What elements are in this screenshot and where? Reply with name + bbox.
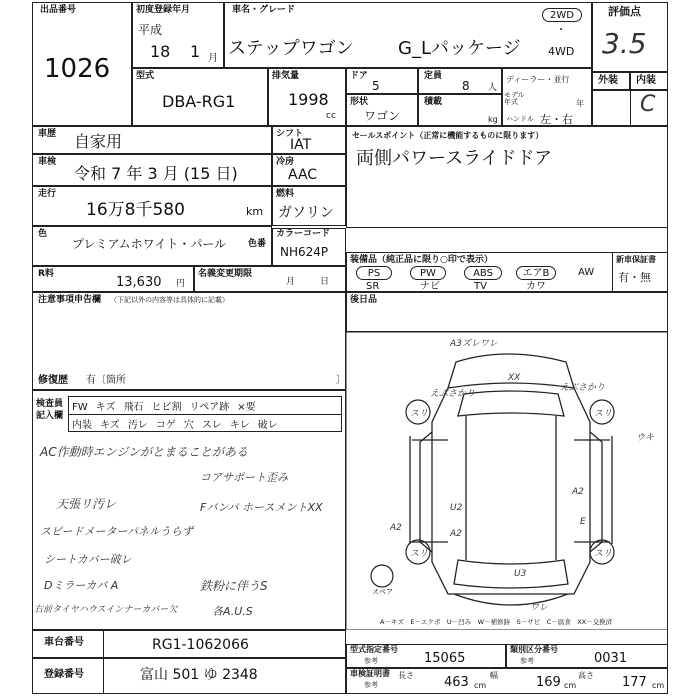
load-label: 積載 [424,97,443,107]
inspector-row-1 [72,398,264,413]
repair-close: 〕 [336,375,346,386]
mark-a2-center: A2 [450,529,462,539]
equip-sr: SR [366,281,380,292]
displacement-value: 1998 [288,90,329,109]
interior-grade: C [640,92,656,117]
era: 平成 [138,23,163,37]
inspector-row2-item-4: 穴 [183,420,194,431]
month-unit: 月 [208,53,218,64]
equipment-label: 装備品（純正品に限り○印で表示） [350,255,493,265]
grade-divider [630,90,631,126]
inspector-grid-divider [68,414,342,415]
height-unit: cm [652,681,665,690]
report-sub: （下記以外の内容等は具体的に記載） [110,296,229,304]
mileage-label: 走行 [38,189,57,199]
width-label: 幅 [490,671,498,680]
aircon-value: AAC [288,167,318,183]
reg-year: 18 [150,42,171,61]
doors-value: 5 [372,79,380,93]
mark-ukiu: ウキ [636,433,655,443]
comment-3: 天張リ汚レ [56,497,117,511]
inspector-row1-item-4: リペア跡 [189,402,230,413]
inspector-row2-item-6: キレ [229,420,250,431]
mark-scratch-fr: スリ [594,409,613,419]
grade: G_Lパッケージ [398,38,521,59]
comment-7: Dミラーカバ A [44,579,119,592]
kg-unit: kg [488,115,498,124]
equip-leather: カワ [526,281,546,292]
repair-value: 有〔箇所 [86,375,126,386]
equip-pw: PW [410,266,446,280]
equip-navi: ナビ [420,281,440,292]
handle-label: ハンドル [506,115,534,123]
model-year-label: モデル年式 [504,91,525,106]
mark-u3: U3 [514,569,527,579]
cert-label: 車検証明書 [350,669,390,678]
mark-scratch-rr: スリ [594,549,613,559]
mark-efs-right: えぶさかり [560,383,606,393]
capacity-value: 8 [462,79,470,93]
mark-u2: U2 [450,503,463,513]
report-box [32,292,346,390]
color-value: プレミアムホワイト・パール [72,237,227,251]
name-change-day: 日 [320,277,330,287]
shape-value: ワゴン [364,109,401,123]
drive-4wd: 4WD [548,45,575,58]
dimensions-box [346,668,668,694]
sales-point-value: 両側パワースライドドア [356,148,553,169]
score-value: 3.5 [602,27,647,60]
inspector-row1-item-3: ヒビ割 [151,402,182,413]
yen-unit: 円 [176,279,186,289]
shift-label: シフト [276,129,304,139]
comment-9: 右前タイヤハウスインナーカバー欠 [34,605,178,615]
inspector-row2-item-7: 破レ [257,420,278,431]
car-name: ステップワゴン [228,38,354,59]
warranty-label: 新車保証書 [616,255,656,264]
aircon-label: 冷房 [276,157,295,167]
first-reg-label: 初度登録年月 [136,5,191,15]
recycle-box [32,266,194,292]
inspector-row1-item-0: FW [72,402,88,413]
mark-a2-left: A2 [390,523,402,533]
displacement-label: 排気量 [272,71,300,81]
chassis-label: 車台番号 [44,637,84,648]
score-label: 評価点 [608,5,641,18]
mileage-value: 16万8千580 [86,200,185,220]
handle-value: 左・右 [540,113,573,126]
mark-efs-left: えぶさかり [430,389,476,399]
mark-scratch-rl: スリ [410,549,429,559]
model-label: 型式 [136,71,155,81]
sales-point-box [346,126,668,228]
warranty-value: 有・無 [618,271,651,284]
comment-10: 各A.U.S [212,605,253,618]
drive-dot: ・ [556,25,566,36]
recycle-value: 13,630 [116,275,162,290]
mark-scratch-fl: スリ [410,409,429,419]
comment-1: AC作動時エンジンがとまることがある [40,445,248,459]
type-no-value: 15065 [424,651,466,666]
delivery-box [346,292,668,332]
sales-point-label: セールスポイント（正常に機能するものに限ります） [352,131,544,140]
mark-crack: ワレ [530,603,549,613]
doors-label: ドア [350,71,368,81]
km-unit: km [246,205,264,218]
reg-month: 1 [190,42,201,61]
inspector-row2-item-0: 内装 [72,420,92,431]
shape-label: 形状 [350,97,369,107]
lot-label: 出品番号 [40,5,77,15]
spare-label: スペア [372,588,393,596]
interior-label: 内装 [636,75,656,86]
equip-aw: AW [578,267,595,278]
inspector-row2-item-1: キズ [100,420,120,431]
mark-a3: A3ズレワレ [450,339,498,349]
type-no-label: 型式指定番号 [350,645,398,654]
shift-value: IAT [290,137,312,153]
year-unit: 年 [576,99,584,108]
model-value: DBA-RG1 [162,92,236,111]
history-box [32,126,272,154]
damage-legend: A－キズ E－エクボ U－凹み W－補修跡 S－サビ C－腐食 XX－交換済 [380,618,613,626]
mark-xx: XX [508,373,521,383]
comment-5: スピードメーターパネルうらず [40,525,193,538]
height-value: 177 [622,675,647,690]
lot-number: 1026 [44,54,111,84]
inspection-value: 令和 7 年 3 月 (15 日) [74,164,238,183]
recycle-label: R料 [38,269,54,279]
class-no-label: 類別区分番号 [510,645,558,654]
length-label: 長さ [398,671,414,680]
name-change-month: 月 [286,277,296,287]
inspector-row2-item-5: スレ [201,420,222,431]
history-label: 車歴 [38,129,57,139]
dim-ref: 参考 [364,681,378,689]
capacity-unit: 人 [488,83,498,93]
fuel-label: 燃料 [276,189,295,199]
width-unit: cm [564,681,577,690]
length-unit: cm [474,681,487,690]
comment-4: Fバンパ ホースメントXX [200,501,323,514]
equip-airbag: エアB [516,266,556,280]
class-no-ref: 参考 [520,657,534,665]
cc-unit: cc [326,111,336,121]
inspector-row-2 [72,416,286,431]
color-code-label: カラーコード [276,229,331,239]
capacity-label: 定員 [424,71,443,81]
delivery-label: 後日品 [350,295,378,305]
width-value: 169 [536,675,561,690]
comment-6: シートカバー破レ [44,553,132,566]
dealer-label: ディーラー・並行 [506,75,570,84]
reg-label: 登録番号 [44,669,84,680]
mark-a2-right: A2 [572,487,584,497]
inspector-label: 検査員記入欄 [36,399,64,421]
comment-8: 鉄粉に伴うS [200,579,268,593]
inspector-row2-item-2: 汚レ [127,420,148,431]
reg-value: 富山 501 ゆ 2348 [140,667,258,683]
report-label: 注意事項申告欄 [38,295,102,305]
car-name-label: 車名・グレード [232,5,296,15]
equip-tv: TV [474,281,487,292]
length-value: 463 [444,675,469,690]
name-change-label: 名義変更期限 [198,269,253,279]
car-damage-diagram [346,332,668,630]
color-label: 色 [38,229,48,239]
inspector-row1-item-2: 飛石 [123,402,144,413]
inspector-row1-item-5: ×要 [237,402,256,413]
height-label: 高さ [578,671,594,680]
comment-2: コアサポート歪み [200,471,288,484]
history-value: 自家用 [74,132,123,151]
inspector-row1-item-1: キズ [95,402,116,413]
exterior-label: 外装 [598,75,618,86]
inspector-row2-item-3: コゲ [155,420,176,431]
equip-abs: ABS [464,266,502,280]
class-no-value: 0031 [594,651,628,666]
fuel-value: ガソリン [278,205,334,221]
color-code-value: NH624P [280,245,329,259]
mark-e: E [580,517,586,527]
type-no-ref: 参考 [364,657,378,665]
drive-2wd: 2WD [542,8,582,22]
chassis-value: RG1-1062066 [152,637,249,653]
color-no-label: 色番 [248,239,267,249]
equip-ps: PS [356,266,392,280]
repair-label: 修復歴 [38,375,68,386]
inspection-label: 車検 [38,157,57,167]
